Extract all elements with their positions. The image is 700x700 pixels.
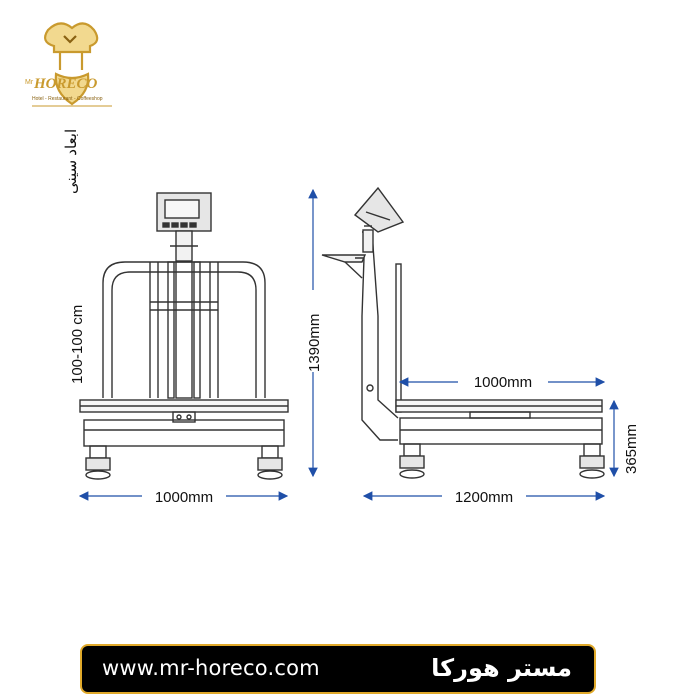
side-depth-label: 1000mm [473,374,533,391]
website-link[interactable]: www.mr-horeco.com [102,656,320,680]
total-depth-label: 1200mm [454,489,514,506]
logo-prefix: Mr [25,79,34,86]
platform-size-label: 100-100 cm [69,304,86,384]
base-height-label: 365mm [623,423,640,474]
side-view [322,188,604,478]
front-width-label: 1000mm [154,489,214,506]
logo-tagline: Hotel - Restaurant - Coffeeshop [32,96,103,102]
front-view [80,193,288,479]
brand-name: مستر هورکا [431,654,572,682]
footer-banner [80,644,596,694]
total-height-label: 1390mm [306,313,323,372]
indicator-side-icon [355,188,403,232]
logo-wordmark: HORECO [34,76,98,92]
platform-size-persian-label: ابعاد سینی [63,128,80,194]
